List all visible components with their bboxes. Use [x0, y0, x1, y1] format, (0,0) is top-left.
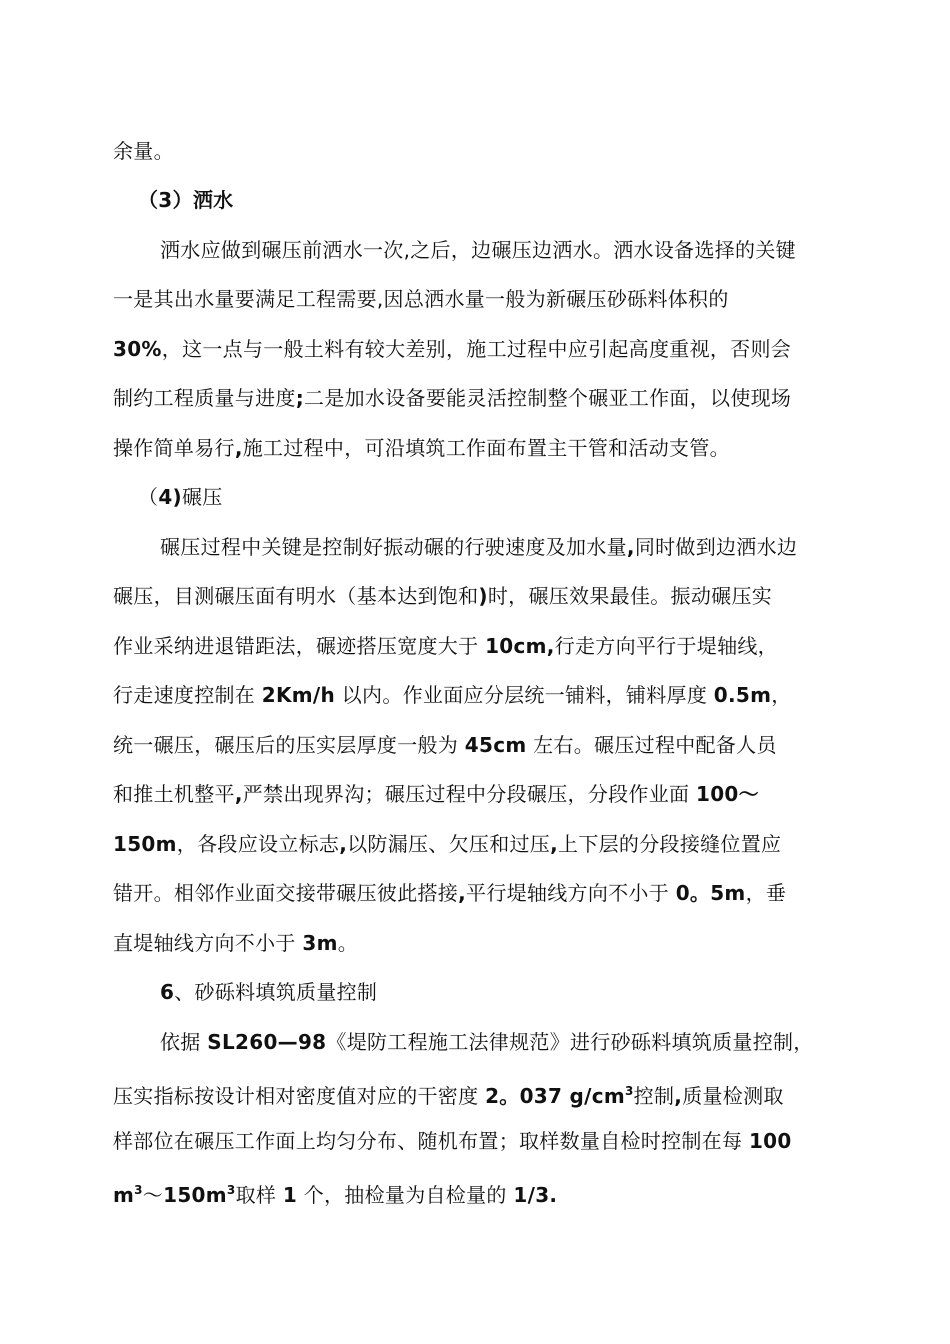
bold-number: 2。037 g/cm: [485, 1084, 626, 1108]
line-text: 上下层的分段接缝位置应: [558, 832, 782, 856]
line-text: 二是加水设备要能灵活控制整个碾亚工作面，以使现场: [304, 386, 792, 410]
text-line: [113, 1175, 557, 1210]
section-heading: [138, 482, 223, 512]
heading-text: （3）洒水: [138, 188, 234, 212]
bold-number: SL260—98: [207, 1030, 327, 1054]
superscript: 3: [625, 1084, 634, 1098]
line-text: ，垂: [745, 881, 787, 905]
text-line: [113, 433, 730, 463]
bold-number: 100: [748, 1129, 792, 1153]
superscript: 3: [134, 1183, 143, 1197]
line-text: 统一碾压，碾压后的压实层厚度一般为: [113, 733, 465, 757]
bold-number: 0。5m: [675, 881, 746, 905]
line-text: 压实指标按设计相对密度值对应的干密度: [113, 1084, 486, 1108]
line-text: 《堤防工程施工法律规范》进行砂砾料填筑质量控制，: [326, 1030, 814, 1054]
line-text: 碾压，目测碾压面有明水（基本达到饱和: [113, 584, 479, 608]
text-line: [113, 1126, 792, 1156]
text-line: [113, 829, 781, 859]
text-line: [113, 928, 358, 958]
text-line: [160, 1027, 814, 1057]
bold-punct: ,: [339, 832, 348, 856]
bold-number: 2Km/h: [261, 683, 336, 707]
line-text: 余量。: [113, 139, 174, 163]
text-line: [113, 631, 778, 661]
section-heading: [138, 185, 233, 215]
line-text: ，这一点与一般土料有较大差别，施工过程中应引起高度重视，否则会: [161, 337, 792, 361]
heading-text: 、砂砾料填筑质量控制: [174, 980, 378, 1004]
line-text: 以内。作业面应分层统一铺料，铺料厚度: [335, 683, 714, 707]
heading-text: （: [138, 485, 159, 509]
line-text: 个，抽检量为自检量的: [297, 1183, 514, 1207]
text-line: [113, 680, 792, 710]
bold-number: 45cm: [464, 733, 527, 757]
text-line: [113, 136, 174, 166]
line-text: 控制: [633, 1084, 675, 1108]
superscript: 3: [226, 1183, 236, 1197]
text-line: [160, 235, 796, 265]
bold-number: 150m: [163, 1183, 227, 1207]
text-line: [113, 878, 786, 908]
bold-punct: ): [478, 584, 488, 608]
line-text: 施工过程中，可沿填筑工作面布置主干管和活动支管。: [242, 436, 730, 460]
line-text: 操作简单易行: [113, 436, 235, 460]
line-text: 行走速度控制在: [113, 683, 262, 707]
bold-number: 6: [160, 980, 175, 1004]
bold-number: 150m: [113, 832, 177, 856]
text-line: [113, 1076, 784, 1111]
line-text: ，: [771, 683, 792, 707]
line-text: 和推土机整平: [113, 782, 235, 806]
text-line: [113, 334, 791, 364]
line-text: 错开。相邻作业面交接带碾压彼此搭接: [113, 881, 459, 905]
bold-number: 100～: [695, 782, 759, 806]
line-text: 平行堤轴线方向不小于: [466, 881, 676, 905]
line-text: 严禁出现界沟；碾压过程中分段碾压，分段作业面: [242, 782, 696, 806]
line-text: 同时做到边洒水边: [634, 535, 798, 559]
line-text: 行走方向平行于堤轴线，: [554, 634, 778, 658]
line-text: 。: [337, 931, 359, 955]
bold-number: 0.5m: [713, 683, 772, 707]
bold-number: 30%: [113, 337, 162, 361]
line-text: 作业采纳进退错距法，碾迹搭压宽度大于: [113, 634, 486, 658]
line-text: 直堤轴线方向不小于: [113, 931, 303, 955]
bold-punct: ,: [234, 436, 243, 460]
text-line: [113, 581, 772, 611]
line-text: 质量检测取: [682, 1084, 784, 1108]
text-line: [113, 779, 759, 809]
line-text: ～: [142, 1183, 164, 1207]
text-line: [113, 383, 791, 413]
bold-number: 1: [282, 1183, 298, 1207]
line-text: 制约工程质量与进度: [113, 386, 296, 410]
bold-punct: ,: [458, 881, 467, 905]
bold-punct: ,: [674, 1084, 683, 1108]
line-text: 以防漏压、欠压和过压: [347, 832, 551, 856]
text-line: [113, 284, 729, 314]
line-text: 样部位在碾压工作面上均匀分布、随机布置；取样数量自检时控制在每: [113, 1129, 749, 1153]
bold-punct: ,: [550, 832, 559, 856]
bold-punct: ,: [234, 782, 243, 806]
bold-number: 3m: [302, 931, 338, 955]
text-line: [160, 532, 797, 562]
line-text: 取样: [235, 1183, 283, 1207]
bold-punct: ;: [295, 386, 305, 410]
line-text: 洒水应做到碾压前洒水一次,之后，边碾压边洒水。洒水设备选择的关键: [160, 238, 796, 262]
bold-punct: ,: [626, 535, 635, 559]
line-text: ，各段应设立标志: [176, 832, 340, 856]
bold-number: m: [113, 1183, 135, 1207]
bold-number: 1/3.: [513, 1183, 558, 1207]
bold-number: 4): [158, 485, 182, 509]
line-text: 左右。碾压过程中配备人员: [526, 733, 777, 757]
line-text: 一是其出水量要满足工程需要,因总洒水量一般为新碾压砂砾料体积的: [113, 287, 729, 311]
line-text: 时，碾压效果最佳。振动碾压实: [487, 584, 773, 608]
section-heading: [160, 977, 377, 1007]
text-line: [113, 730, 777, 760]
line-text: 依据: [160, 1030, 208, 1054]
bold-number: 10cm,: [485, 634, 555, 658]
line-text: 碾压过程中关键是控制好振动碾的行驶速度及加水量: [160, 535, 627, 559]
heading-text: 碾压: [181, 485, 223, 509]
